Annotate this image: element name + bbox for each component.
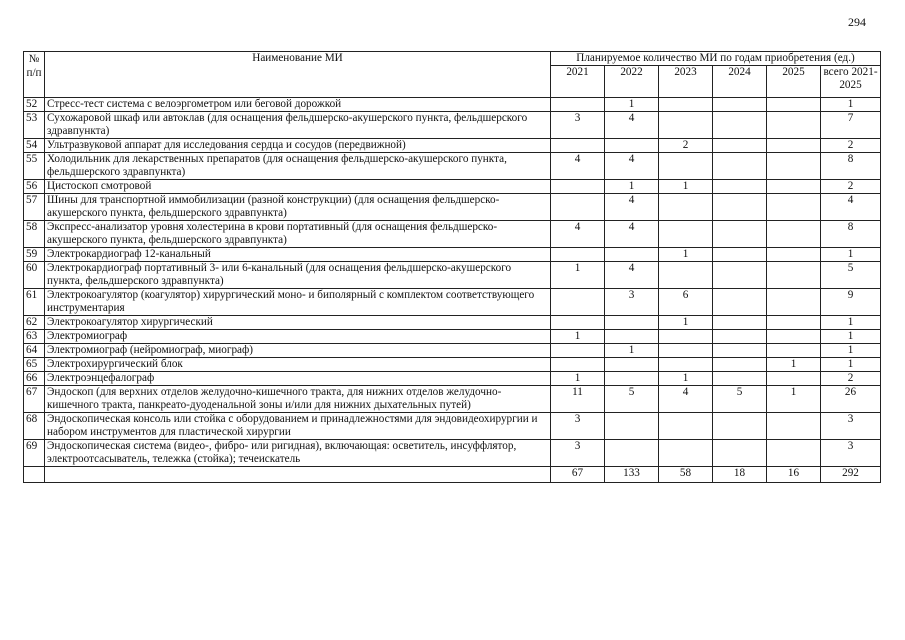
year-value-cell — [605, 316, 659, 330]
row-number: 54 — [24, 139, 45, 153]
year-value-cell — [713, 262, 767, 289]
year-value-cell — [551, 98, 605, 112]
table-row — [24, 262, 881, 289]
item-name: Стресс-тест система с велоэргометром или беговой дорожкой — [45, 98, 551, 112]
year-value-cell: 1 — [605, 180, 659, 194]
year-value-cell — [713, 112, 767, 139]
table-row — [24, 316, 881, 330]
year-value-cell — [551, 139, 605, 153]
year-value-cell — [659, 112, 713, 139]
row-total-cell: 9 — [821, 289, 881, 316]
year-value-cell — [713, 194, 767, 221]
year-value-cell — [551, 316, 605, 330]
year-value-cell — [713, 248, 767, 262]
row-number: 63 — [24, 330, 45, 344]
year-value-cell — [767, 98, 821, 112]
year-value-cell — [713, 330, 767, 344]
item-name: Эндоскопическая консоль или стойка с оборудованием и принадлежностями для эндовидеохирургии и набором инструментов для пластической хирургии — [45, 413, 551, 440]
year-value-cell — [551, 358, 605, 372]
year-value-cell — [605, 413, 659, 440]
item-name: Цистоскоп смотровой — [45, 180, 551, 194]
year-value-cell — [713, 440, 767, 467]
item-name: Электрокардиограф 12-канальный — [45, 248, 551, 262]
year-value-cell — [605, 248, 659, 262]
table-row — [24, 330, 881, 344]
row-number: 60 — [24, 262, 45, 289]
row-number: 64 — [24, 344, 45, 358]
row-total-cell: 1 — [821, 344, 881, 358]
table-row — [24, 372, 881, 386]
table-row — [24, 112, 881, 139]
row-number: 68 — [24, 413, 45, 440]
year-value-cell: 3 — [551, 112, 605, 139]
row-total-cell: 5 — [821, 262, 881, 289]
year-value-cell: 4 — [605, 262, 659, 289]
item-name: Электрокоагулятор хирургический — [45, 316, 551, 330]
table-row — [24, 440, 881, 467]
row-total-cell: 2 — [821, 180, 881, 194]
page-number: 294 — [848, 15, 866, 29]
totals-label-cell — [45, 467, 551, 483]
year-value-cell: 1 — [551, 330, 605, 344]
year-value-cell: 3 — [605, 289, 659, 316]
table-row — [24, 344, 881, 358]
row-total-cell: 1 — [821, 330, 881, 344]
year-value-cell — [767, 413, 821, 440]
year-value-cell: 4 — [659, 386, 713, 413]
year-value-cell — [551, 194, 605, 221]
row-total-cell: 26 — [821, 386, 881, 413]
row-number: 62 — [24, 316, 45, 330]
equipment-table — [23, 51, 881, 483]
row-number: 56 — [24, 180, 45, 194]
year-value-cell: 4 — [605, 194, 659, 221]
grand-total-cell: 292 — [821, 467, 881, 483]
item-name: Электромиограф — [45, 330, 551, 344]
year-value-cell — [659, 330, 713, 344]
total-cell: 67 — [551, 467, 605, 483]
year-value-cell — [659, 221, 713, 248]
table-row — [24, 153, 881, 180]
header-total: всего 2021-2025 — [821, 66, 881, 98]
item-name: Экспресс-анализатор уровня холестерина в крови портативный (для оснащения фельдшерско-акушерского пункта, фельдшерского здравпункта) — [45, 221, 551, 248]
year-value-cell: 2 — [659, 139, 713, 153]
year-value-cell — [659, 440, 713, 467]
header-year: 2025 — [767, 66, 821, 98]
table-row — [24, 180, 881, 194]
row-number: 67 — [24, 386, 45, 413]
header-year: 2024 — [713, 66, 767, 98]
item-name: Холодильник для лекарственных препаратов (для оснащения фельдшерско-акушерского пункта, фельдшерского здравпункта) — [45, 153, 551, 180]
year-value-cell — [605, 139, 659, 153]
row-number: 55 — [24, 153, 45, 180]
year-value-cell — [659, 413, 713, 440]
year-value-cell — [767, 112, 821, 139]
row-total-cell: 1 — [821, 98, 881, 112]
year-value-cell: 1 — [659, 248, 713, 262]
year-value-cell — [713, 221, 767, 248]
year-value-cell — [605, 372, 659, 386]
header-name: Наименование МИ — [45, 52, 551, 98]
year-value-cell — [659, 344, 713, 358]
year-value-cell — [767, 139, 821, 153]
year-value-cell: 1 — [551, 372, 605, 386]
table-row — [24, 139, 881, 153]
year-value-cell — [605, 440, 659, 467]
year-value-cell — [659, 153, 713, 180]
header-num: № п/п — [24, 52, 45, 98]
year-value-cell — [713, 344, 767, 358]
row-total-cell: 3 — [821, 413, 881, 440]
item-name: Сухожаровой шкаф или автоклав (для оснащения фельдшерско-акушерского пункта, фельдшерского здравпункта) — [45, 112, 551, 139]
row-total-cell: 2 — [821, 372, 881, 386]
year-value-cell: 5 — [605, 386, 659, 413]
row-number: 65 — [24, 358, 45, 372]
year-value-cell — [767, 180, 821, 194]
table-row — [24, 289, 881, 316]
year-value-cell: 1 — [767, 358, 821, 372]
row-number: 69 — [24, 440, 45, 467]
year-value-cell — [713, 98, 767, 112]
item-name: Электроэнцефалограф — [45, 372, 551, 386]
year-value-cell — [605, 330, 659, 344]
row-total-cell: 1 — [821, 358, 881, 372]
year-value-cell — [713, 289, 767, 316]
header-year: 2023 — [659, 66, 713, 98]
total-cell: 16 — [767, 467, 821, 483]
year-value-cell — [767, 194, 821, 221]
item-name: Эндоскопическая система (видео-, фибро- или ригидная), включающая: осветитель, инсуффлятор, электроотсасыватель, тележка (стойка); течеискатель — [45, 440, 551, 467]
row-number: 59 — [24, 248, 45, 262]
year-value-cell — [659, 194, 713, 221]
totals-row — [24, 467, 881, 483]
year-value-cell — [605, 358, 659, 372]
year-value-cell: 1 — [659, 180, 713, 194]
row-total-cell: 8 — [821, 153, 881, 180]
year-value-cell — [551, 289, 605, 316]
table-row — [24, 248, 881, 262]
table-row — [24, 98, 881, 112]
row-total-cell: 3 — [821, 440, 881, 467]
year-value-cell: 5 — [713, 386, 767, 413]
year-value-cell — [767, 248, 821, 262]
table-row — [24, 221, 881, 248]
year-value-cell — [713, 139, 767, 153]
table-row — [24, 194, 881, 221]
totals-num-cell — [24, 467, 45, 483]
item-name: Электрокардиограф портативный 3- или 6-канальный (для оснащения фельдшерско-акушерского пункта, фельдшерского здравпункта) — [45, 262, 551, 289]
total-cell: 18 — [713, 467, 767, 483]
year-value-cell — [659, 98, 713, 112]
year-value-cell — [767, 316, 821, 330]
year-value-cell: 4 — [551, 153, 605, 180]
item-name: Шины для транспортной иммобилизации (разной конструкции) (для оснащения фельдшерско-акушерского пункта, фельдшерского здравпункта) — [45, 194, 551, 221]
year-value-cell — [659, 358, 713, 372]
row-number: 57 — [24, 194, 45, 221]
year-value-cell: 3 — [551, 440, 605, 467]
item-name: Ультразвуковой аппарат для исследования сердца и сосудов (передвижной) — [45, 139, 551, 153]
year-value-cell — [713, 413, 767, 440]
header-year: 2021 — [551, 66, 605, 98]
total-cell: 58 — [659, 467, 713, 483]
year-value-cell — [767, 372, 821, 386]
year-value-cell — [713, 153, 767, 180]
year-value-cell: 1 — [767, 386, 821, 413]
year-value-cell — [551, 344, 605, 358]
year-value-cell — [767, 330, 821, 344]
row-total-cell: 2 — [821, 139, 881, 153]
row-total-cell: 8 — [821, 221, 881, 248]
year-value-cell: 6 — [659, 289, 713, 316]
year-value-cell — [767, 344, 821, 358]
header-year: 2022 — [605, 66, 659, 98]
row-number: 61 — [24, 289, 45, 316]
year-value-cell — [713, 372, 767, 386]
item-name: Эндоскоп (для верхних отделов желудочно-кишечного тракта, для нижних отделов желудочно-кишечного тракта, панкреато-дуоденальной зоны и/или для нижних дыхательных путей) — [45, 386, 551, 413]
row-total-cell: 7 — [821, 112, 881, 139]
row-total-cell: 1 — [821, 248, 881, 262]
item-name: Электрокоагулятор (коагулятор) хирургический моно- и биполярный с комплектом соответствующего инструментария — [45, 289, 551, 316]
row-number: 66 — [24, 372, 45, 386]
year-value-cell: 4 — [551, 221, 605, 248]
year-value-cell: 3 — [551, 413, 605, 440]
row-number: 52 — [24, 98, 45, 112]
year-value-cell — [713, 358, 767, 372]
table-row — [24, 386, 881, 413]
year-value-cell — [767, 440, 821, 467]
year-value-cell: 4 — [605, 112, 659, 139]
year-value-cell — [767, 262, 821, 289]
row-total-cell: 4 — [821, 194, 881, 221]
total-cell: 133 — [605, 467, 659, 483]
year-value-cell — [767, 221, 821, 248]
year-value-cell: 1 — [605, 344, 659, 358]
year-value-cell: 1 — [659, 372, 713, 386]
year-value-cell: 1 — [659, 316, 713, 330]
table-row — [24, 358, 881, 372]
year-value-cell — [659, 262, 713, 289]
year-value-cell: 4 — [605, 153, 659, 180]
row-total-cell: 1 — [821, 316, 881, 330]
year-value-cell: 4 — [605, 221, 659, 248]
year-value-cell — [713, 180, 767, 194]
year-value-cell — [767, 289, 821, 316]
year-value-cell: 11 — [551, 386, 605, 413]
header-planned: Планируемое количество МИ по годам приобретения (ед.) — [551, 52, 881, 66]
item-name: Электромиограф (нейромиограф, миограф) — [45, 344, 551, 358]
year-value-cell — [713, 316, 767, 330]
year-value-cell: 1 — [551, 262, 605, 289]
table-row — [24, 413, 881, 440]
row-number: 58 — [24, 221, 45, 248]
row-number: 53 — [24, 112, 45, 139]
year-value-cell — [551, 180, 605, 194]
item-name: Электрохирургический блок — [45, 358, 551, 372]
year-value-cell — [767, 153, 821, 180]
year-value-cell — [551, 248, 605, 262]
year-value-cell: 1 — [605, 98, 659, 112]
